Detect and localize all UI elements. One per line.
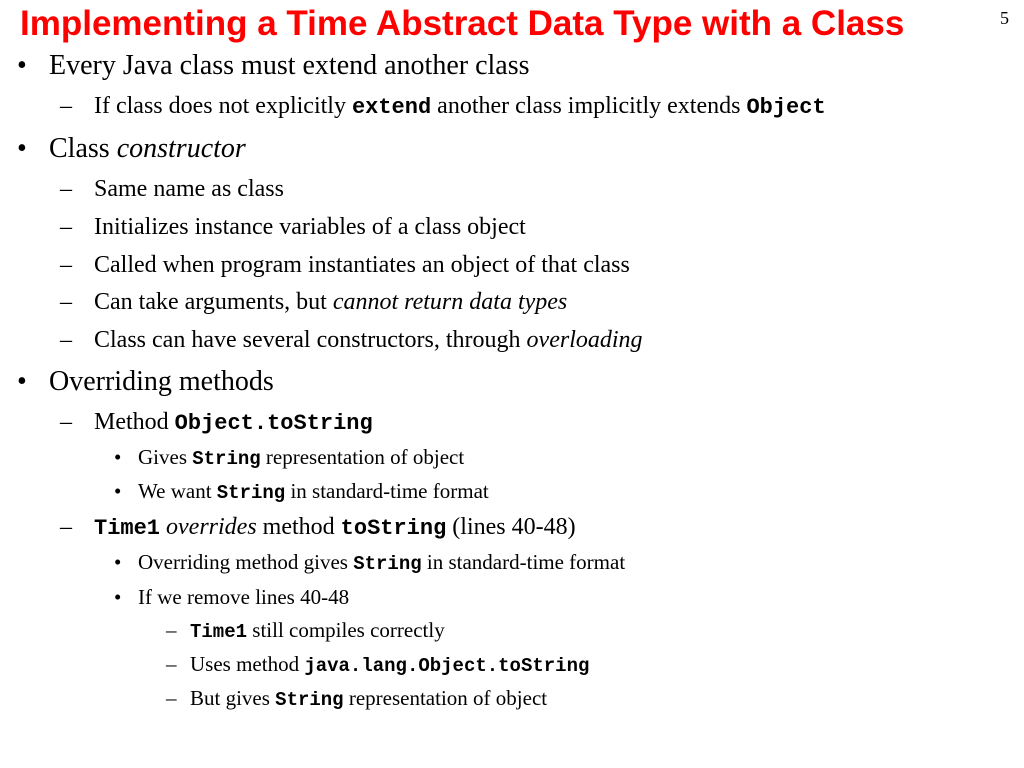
bullet-extend-requirement — [49, 49, 530, 83]
text-segment: representation of object — [343, 686, 548, 710]
dash-marker: – — [166, 686, 177, 710]
dash-marker: – — [60, 93, 72, 119]
bullet-time1-overrides — [94, 512, 576, 544]
bullet-marker: • — [17, 50, 27, 81]
text-segment: But gives — [190, 686, 276, 710]
bullet-same-name — [94, 174, 284, 204]
code-string: String — [275, 689, 344, 711]
dash-marker: – — [60, 409, 72, 435]
code-string: String — [216, 482, 286, 504]
dash-marker: – — [60, 214, 72, 240]
text-segment: (lines 40-48) — [446, 514, 576, 540]
dash-marker: – — [60, 514, 72, 540]
text-segment: another class implicitly extends — [431, 93, 747, 119]
bullet-text: Initializes instance variables of a class object — [94, 214, 526, 240]
code-object: Object — [746, 95, 826, 120]
bullet-marker: • — [17, 366, 27, 397]
bullet-marker: • — [114, 479, 122, 503]
code-java-lang-object-tostring: java.lang.Object.toString — [304, 655, 590, 677]
text-segment: Class can have several constructors, through — [94, 327, 527, 353]
bullet-text: Called when program instantiates an object of that class — [94, 252, 630, 278]
text-segment: Uses method — [190, 652, 305, 676]
bullet-still-compiles — [190, 617, 445, 645]
bullet-marker: • — [114, 445, 122, 469]
code-string: String — [192, 448, 261, 470]
bullet-but-gives-string — [190, 685, 547, 713]
text-segment: Class — [49, 133, 117, 164]
emphasis-cannot-return: cannot return data types — [332, 289, 568, 315]
bullet-text: Same name as class — [94, 176, 284, 202]
bullet-we-want-string — [138, 478, 489, 506]
bullet-implicit-object — [94, 91, 826, 123]
bullet-uses-method — [190, 651, 589, 679]
bullet-text: If we remove lines 40-48 — [138, 585, 350, 609]
emphasis-overloading: overloading — [526, 327, 643, 353]
emphasis-overrides: overrides — [160, 514, 257, 540]
bullet-text: Every Java class must extend another class — [49, 50, 530, 81]
code-string: String — [353, 553, 422, 575]
text-segment: still compiles correctly — [247, 618, 445, 642]
code-extend: extend — [351, 95, 432, 120]
text-segment: Overriding method gives — [138, 550, 354, 574]
text-segment: Gives — [138, 445, 193, 469]
emphasis-constructor: constructor — [116, 133, 246, 164]
dash-marker: – — [60, 289, 72, 315]
text-segment: representation of object — [260, 445, 465, 469]
slide-title: Implementing a Time Abstract Data Type with a Class — [20, 4, 905, 43]
code-time1: Time1 — [190, 621, 248, 643]
bullet-remove-lines — [138, 584, 349, 610]
bullet-marker: • — [114, 585, 122, 609]
bullet-text: Overriding methods — [49, 366, 274, 397]
text-segment: We want — [138, 479, 217, 503]
bullet-called-when — [94, 250, 630, 280]
code-tostring: toString — [340, 516, 447, 541]
text-segment: in standard-time format — [285, 479, 489, 503]
bullet-class-constructor — [49, 132, 246, 166]
bullet-initializes — [94, 212, 526, 242]
bullet-overriding-methods — [49, 365, 274, 399]
bullet-take-arguments — [94, 287, 567, 317]
bullet-overloading — [94, 325, 643, 355]
code-object-tostring: Object.toString — [174, 411, 373, 436]
dash-marker: – — [60, 252, 72, 278]
text-segment: Can take arguments, but — [94, 289, 333, 315]
dash-marker: – — [166, 652, 177, 676]
text-segment: method — [256, 514, 341, 540]
bullet-overriding-gives-string — [138, 549, 625, 577]
dash-marker: – — [60, 176, 72, 202]
bullet-marker: • — [17, 133, 27, 164]
text-segment: in standard-time format — [421, 550, 626, 574]
text-segment: If class does not explicitly — [94, 93, 352, 119]
bullet-marker: • — [114, 550, 122, 574]
bullet-gives-string — [138, 444, 464, 472]
code-time1: Time1 — [94, 516, 161, 541]
bullet-method-tostring — [94, 407, 373, 439]
text-segment: Method — [94, 409, 175, 435]
page-number: 5 — [1000, 8, 1009, 28]
dash-marker: – — [60, 327, 72, 353]
dash-marker: – — [166, 618, 177, 642]
